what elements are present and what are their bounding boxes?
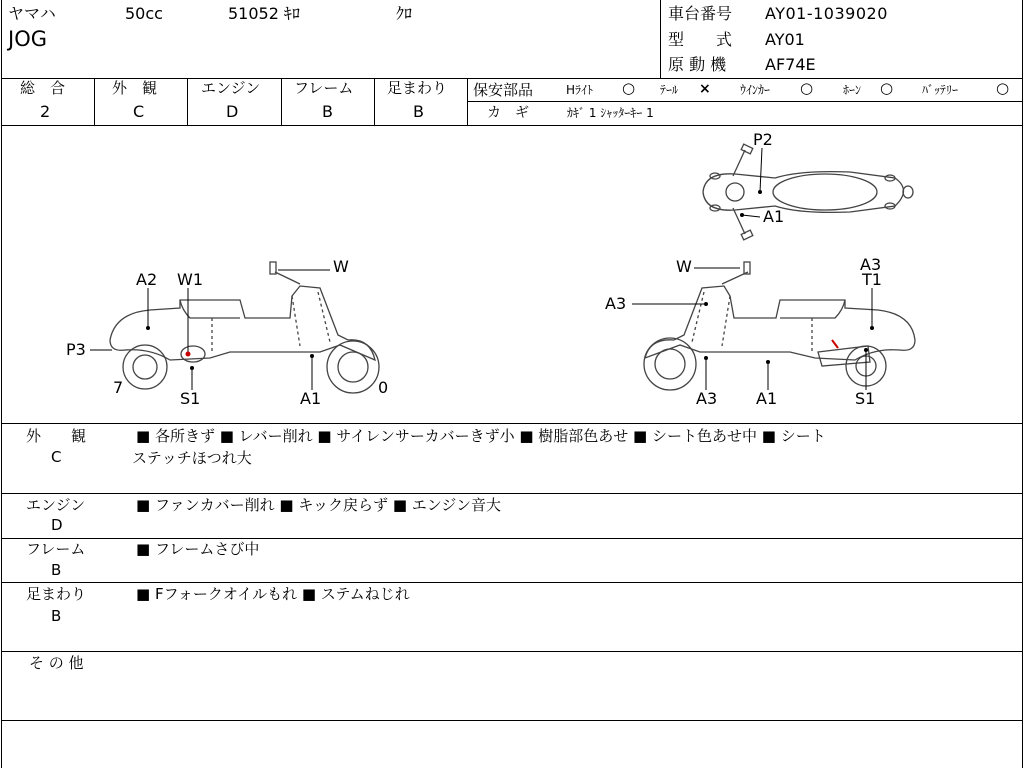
grade-separator (374, 78, 375, 125)
key-label: カ ギ (487, 105, 529, 121)
color: ｸﾛ (396, 4, 413, 23)
section-divider-2 (1, 538, 1023, 539)
section-engine-grade: D (51, 516, 63, 534)
grade-engine-value: D (226, 102, 239, 121)
maker: ヤマハ (8, 4, 56, 23)
engine-value: AF74E (765, 55, 816, 74)
displacement: 50cc (125, 4, 163, 23)
section-frame-grade: B (51, 561, 62, 579)
diagram-label-top-a1: A1 (763, 207, 785, 226)
safety-item-tail-mark: × (699, 81, 711, 97)
grade-suspension-value: B (413, 102, 424, 121)
diagram-label-right-w: W (676, 257, 692, 276)
section-divider-3 (1, 582, 1023, 583)
diagram-label-left-a1: A1 (300, 389, 322, 408)
section-exterior-text-2: ステッチほつれ大 (132, 449, 252, 467)
safety-item-winker-mark: ○ (800, 79, 814, 97)
safety-item-tail-label: ﾃｰﾙ (660, 83, 679, 97)
grade-exterior-label: 外 観 (112, 79, 158, 97)
grade-overall-label: 総 合 (20, 79, 66, 97)
section-frame-label: フレーム (26, 540, 86, 558)
diagram-label-p2: P2 (753, 130, 773, 149)
grade-engine-label: エンジン (201, 79, 261, 97)
grade-exterior-value: C (133, 102, 145, 121)
safety-item-battery-label: ﾊﾞｯﾃﾘｰ (922, 83, 959, 97)
grade-separator (94, 78, 95, 125)
safety-item-horn-label: ﾎｰﾝ (843, 83, 862, 97)
grade-separator (187, 78, 188, 125)
engine-label: 原 動 機 (668, 55, 727, 74)
frame-no-label: 車台番号 (668, 4, 733, 23)
grade-separator (281, 78, 282, 125)
section-engine-text: ■ ファンカバー削れ ■ キック戻らず ■ エンジン音大 (136, 496, 502, 514)
section-engine-label: エンジン (26, 496, 86, 514)
diagram-divider (1, 423, 1023, 424)
safety-item-winker-label: ｳｲﾝｶｰ (740, 83, 771, 97)
section-exterior-label: 外 観 (26, 427, 87, 445)
grade-suspension-label: 足まわり (387, 79, 448, 97)
diagram-label-w1: W1 (177, 270, 203, 289)
diagram-label-right-a3-bottom: A3 (696, 389, 718, 408)
scooter-top-view (703, 144, 913, 240)
section-suspension-grade: B (51, 607, 62, 625)
mileage: 51052 ｷﾛ (228, 4, 300, 23)
section-suspension-text: ■ Fフォークオイルもれ ■ ステムねじれ (136, 585, 410, 603)
key-value: ｶｷﾞ 1 ｼｬｯﾀｰｷｰ 1 (567, 106, 654, 120)
safety-item-headlight-label: Hﾗｲﾄ (566, 83, 594, 97)
diagram-label-right-a3-top: A3 (860, 255, 882, 274)
section-divider-1 (1, 493, 1023, 494)
safety-item-battery-mark: ○ (996, 79, 1010, 97)
section-frame-text: ■ フレームさび中 (136, 540, 260, 558)
section-exterior-text: ■ 各所きず ■ レバー削れ ■ サイレンサーカバーきず小 ■ 樹脂部色あせ ■ シート色あせ中 ■ シート (136, 427, 826, 445)
section-divider-4 (1, 651, 1023, 652)
model-name: JOG (8, 27, 47, 51)
diagram-label-left-w: W (333, 257, 349, 276)
diagram-label-a2: A2 (136, 270, 158, 289)
safety-row-divider (467, 101, 1023, 102)
grade-frame-value: B (322, 102, 333, 121)
diagram-label-p3: P3 (66, 340, 86, 359)
grade-overall-value: 2 (40, 102, 51, 121)
safety-item-horn-mark: ○ (880, 79, 894, 97)
diagram-label-right-a1: A1 (756, 389, 778, 408)
diagram-label-right-a3: A3 (605, 294, 627, 313)
diagram-label-right-s1: S1 (855, 389, 876, 408)
frame-no: AY01-1039020 (765, 4, 888, 23)
safety-label: 保安部品 (473, 81, 534, 99)
section-exterior-grade: C (51, 448, 62, 466)
diagram-label-seven: 7 (113, 378, 124, 397)
type-label: 型 式 (668, 30, 733, 49)
section-suspension-label: 足まわり (26, 585, 87, 603)
grade-frame-label: フレーム (294, 79, 354, 97)
section-other-label: そ の 他 (29, 654, 84, 672)
diagram-label-left-s1: S1 (180, 389, 201, 408)
header-vertical-separator (660, 0, 661, 78)
type-value: AY01 (765, 30, 805, 49)
section-divider-5 (1, 720, 1023, 721)
safety-item-headlight-mark: ○ (622, 79, 636, 97)
diagram-label-zero: 0 (378, 378, 389, 397)
diagram-label-t1: T1 (862, 270, 882, 289)
